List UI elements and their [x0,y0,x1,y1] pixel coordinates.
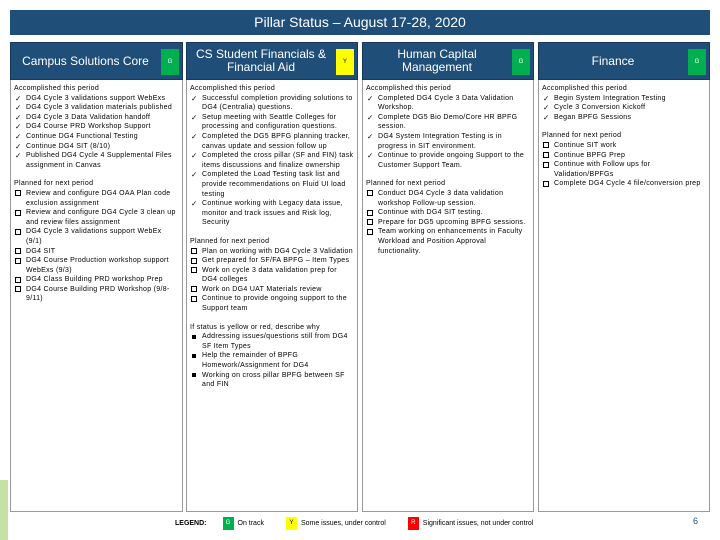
checkbox-icon [543,142,549,148]
list-item: ✓ Completed DG4 Cycle 3 Data Validation Workshop. [367,93,514,112]
pillar-body [186,80,358,512]
list-item: Working on cross pillar BPFG between SF and FIN [190,371,354,390]
status-badge: G [688,49,706,75]
pillar-header [538,42,710,80]
list-item: ✓ Continue working with Legacy data issue, monitor and track issues and Risk log, Security [191,199,343,227]
list-item: Work on cycle 3 data validation prep for DG4 colleges [190,266,354,285]
checkmark-icon: ✓ [15,93,22,103]
checkmark-icon: ✓ [191,93,198,103]
checkbox-icon [191,267,197,273]
list-item: ✓ Completed the Load Testing task list and provide recommendations on Fluid UI load testing [191,170,346,198]
status-badge: Y [336,49,354,75]
checkmark-icon: ✓ [15,131,22,141]
legend-green-swatch: G [223,517,234,530]
list-item: ✓ Begin System Integration Testing [543,93,666,103]
checkbox-icon [543,162,549,168]
checkbox-icon [543,152,549,158]
legend-label: LEGEND: [175,519,207,527]
legend-yellow-swatch: Y [286,517,297,530]
checkmark-icon: ✓ [15,151,22,161]
checkbox-icon [15,248,21,254]
checkmark-icon: ✓ [15,122,22,132]
checkbox-icon [15,190,21,196]
list-item: Help the remainder of BPFG Homework/Assignment for DG4 [190,351,354,370]
checkbox-icon [191,296,197,302]
pillar-title: Finance [591,53,635,68]
accomplished-list [190,94,354,228]
list-item: ✓ DG4 System Integration Testing is in progress in SIT environment. [367,131,502,150]
checkmark-icon: ✓ [15,112,22,122]
pillar-body [538,80,710,512]
accomplished-heading: Accomplished this period [366,85,452,92]
list-item: Review and configure DG4 Cycle 3 clean up and review files assignment [14,208,179,227]
list-item: ✓ Completed the cross pillar (SF and FIN) task items discussions and finalize ownership [191,151,354,169]
pillar-title: CS Student Financials & Financial Aid [195,47,327,74]
accomplished-list [14,94,179,171]
planned-heading: Planned for next period [14,180,94,188]
list-item: ✓ DG4 Cycle 3 Data Validation handoff [15,112,151,122]
list-item: Review and configure DG4 OAA Plan code exclusion assignment [14,189,179,208]
list-item: Addressing issues/questions still from DG4 SF Item Types [190,332,354,351]
list-item: DG4 Course Building PRD Workshop (9/8-9/11) [14,285,179,304]
planned-list [366,189,530,256]
checkbox-icon [191,286,197,292]
list-item: Continue with DG4 SIT testing. [366,208,530,218]
list-item: ✓ Published DG4 Cycle 4 Supplemental Files assignment in Canvas [15,151,172,169]
page-number: 6 [692,516,698,526]
list-item: ✓ Continue DG4 Functional Testing [15,131,138,141]
list-item: ✓ Complete DG5 Bio Demo/Core HR BPFG session. [367,112,518,131]
checkbox-icon [15,229,21,235]
planned-list [542,141,706,189]
pillar-header [362,42,534,80]
planned-list [190,247,354,314]
legend-red-swatch: R [408,517,419,530]
list-item: Continue SIT work [542,141,706,151]
status-badge: G [512,49,530,75]
checkbox-icon [367,229,373,235]
list-item: Continue with Follow ups for Validation/BPFGs [542,160,706,179]
accomplished-heading: Accomplished this period [190,85,276,92]
bullet-icon [192,354,196,358]
list-item: ✓ Setup meeting with Seattle Colleges for processing and configuration questions. [191,112,338,131]
list-item: Conduct DG4 Cycle 3 data validation workshop Follow-up session. [366,189,530,208]
checkbox-icon [15,277,21,283]
list-item: DG4 SIT [14,247,179,257]
checkmark-icon: ✓ [191,112,198,122]
legend-yellow-text: Some issues, under control [300,519,386,527]
checkmark-icon: ✓ [543,103,550,113]
page-title: Pillar Status – August 17-28, 2020 [10,10,710,35]
list-item: DG4 Course Production workshop support WebExs (9/3) [14,256,179,275]
checkbox-icon [367,190,373,196]
checkmark-icon: ✓ [191,151,198,161]
list-item: DG4 Cycle 3 validations support WebEx (9/1) [14,227,179,246]
checkbox-icon [15,286,21,292]
list-item: ✓ DG4 Cycle 3 validations support WebExs [15,93,166,103]
planned-heading: Planned for next period [542,132,622,140]
legend-green-text: On track [237,519,264,527]
pillar-column-human-capital [362,42,534,512]
accomplished-heading: Accomplished this period [542,85,628,92]
checkbox-icon [367,210,373,216]
checkmark-icon: ✓ [191,170,198,180]
list-item: ✓ DG4 Cycle 3 validation materials published [15,103,173,113]
bullet-icon [192,373,196,377]
checkmark-icon: ✓ [367,131,374,141]
pillar-column-campus-solutions [10,42,183,512]
list-item: ✓ Cycle 3 Conversion Kickoff [543,103,646,113]
accomplished-list [542,94,706,123]
pillar-header [10,42,183,80]
list-item: Plan on working with DG4 Cycle 3 Validation [190,247,354,257]
list-item: ✓ Successful completion providing solutions to DG4 (Centralia) questions. [191,93,353,112]
checkmark-icon: ✓ [191,131,198,141]
list-item: Continue BPFG Prep [542,151,706,161]
checkbox-icon [191,258,197,264]
pillar-title: Human Capital Management [397,47,477,74]
checkmark-icon: ✓ [15,103,22,113]
planned-heading: Planned for next period [366,180,446,188]
planned-list [14,189,179,304]
decorative-stripe [0,480,8,540]
list-item: Get prepared for SF/FA BPFG – Item Types [190,256,354,266]
list-item: ✓ Continue DG4 SIT (8/10) [15,141,111,151]
checkbox-icon [367,219,373,225]
checkmark-icon: ✓ [367,93,374,103]
list-item: ✓ Began BPFG Sessions [543,112,632,122]
list-item: Team working on enhancements in Faculty Workload and Position Approval functionality. [366,227,530,256]
checkbox-icon [15,210,21,216]
checkmark-icon: ✓ [367,151,374,161]
pillar-header [186,42,358,80]
checkmark-icon: ✓ [543,93,550,103]
list-item: DG4 Class Building PRD workshop Prep [14,275,179,285]
list-item: ✓ DG4 Course PRD Workshop Support [15,122,151,132]
pillar-body [10,80,183,512]
list-item: ✓ Completed the DG5 BPFG planning tracker, canvas update and session follow up [191,131,351,150]
pillar-body [362,80,534,512]
checkmark-icon: ✓ [543,112,550,122]
bullet-icon [192,335,196,339]
status-badge: G [161,49,179,75]
list-item: Continue to provide ongoing support to the Support team [190,294,354,313]
pillar-title: Campus Solutions Core [22,53,149,68]
checkmark-icon: ✓ [191,199,198,209]
yellow-reason-list [190,332,354,390]
accomplished-heading: Accomplished this period [14,85,100,92]
list-item: Work on DG4 UAT Materials review [190,285,354,295]
pillar-column-student-financials [186,42,358,512]
accomplished-list [366,94,530,171]
checkmark-icon: ✓ [367,112,374,122]
yellow-reason-heading: If status is yellow or red, describe why [190,323,320,331]
list-item: Prepare for DG5 upcoming BPFG sessions. [366,218,530,228]
checkbox-icon [191,248,197,254]
checkbox-icon [543,181,549,187]
pillar-column-finance [538,42,710,512]
checkbox-icon [15,258,21,264]
list-item: ✓ Continue to provide ongoing Support to the Customer Support Team. [367,151,525,169]
legend-red-text: Significant issues, not under control [422,519,534,527]
checkmark-icon: ✓ [15,141,22,151]
list-item: Complete DG4 Cycle 4 file/conversion prep [542,179,706,189]
planned-heading: Planned for next period [190,237,270,245]
legend [175,514,555,532]
